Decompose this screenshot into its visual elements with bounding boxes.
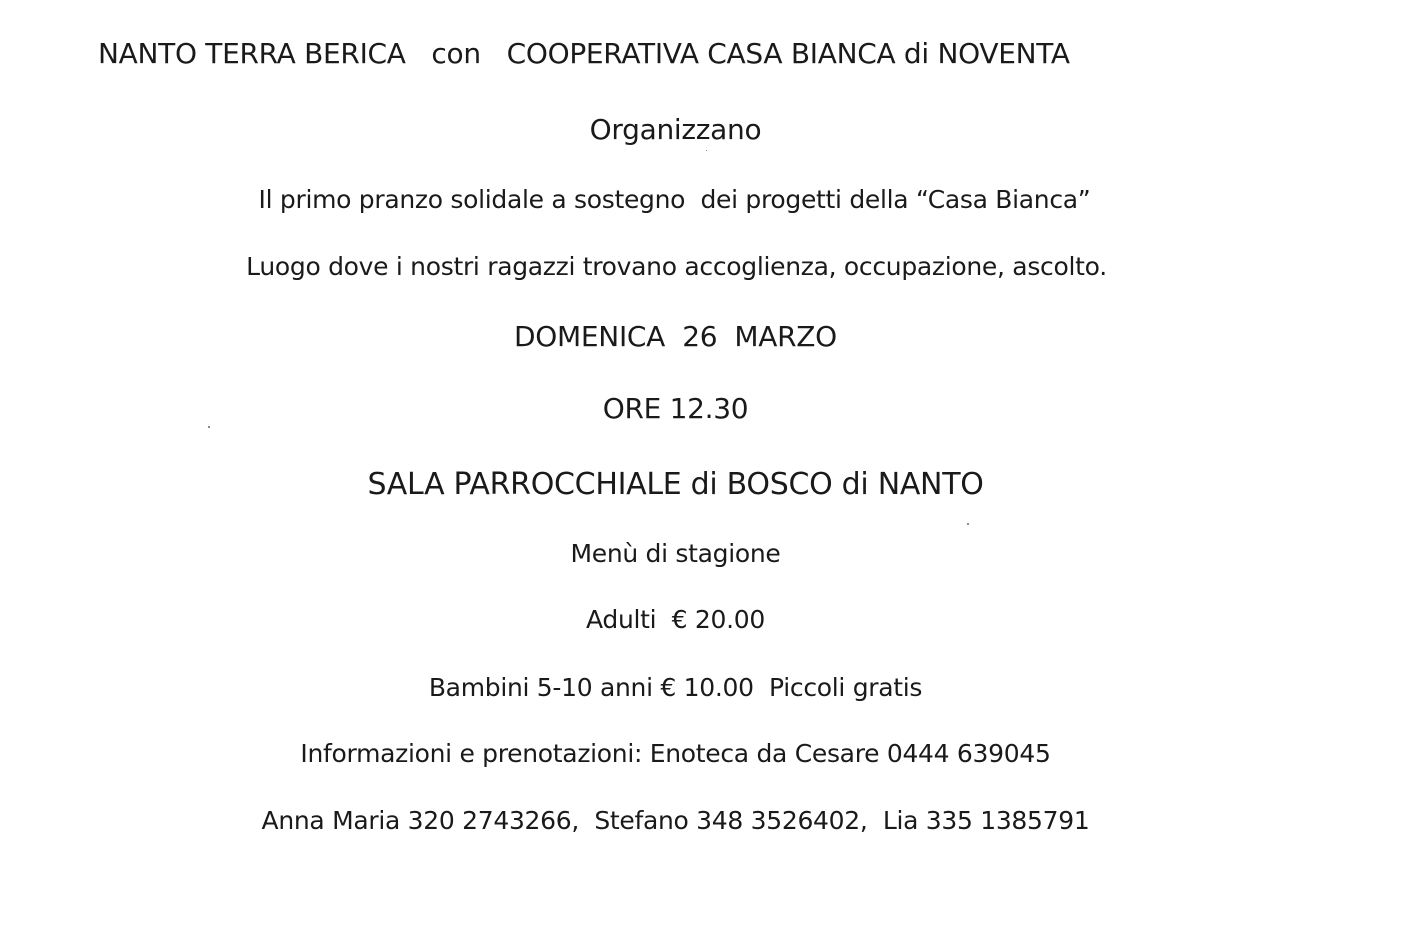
scan-speck xyxy=(208,426,210,428)
place-description: Luogo dove i nostri ragazzi trovano accoglienza, occupazione, ascolto. xyxy=(246,252,1107,281)
price-children: Bambini 5-10 anni € 10.00 Piccoli gratis xyxy=(428,673,923,702)
organize-label: Organizzano xyxy=(589,113,762,146)
scan-speck xyxy=(706,150,707,151)
event-time: ORE 12.30 xyxy=(602,392,749,425)
booking-info: Informazioni e prenotazioni: Enoteca da Cesare 0444 639045 xyxy=(300,739,1051,768)
event-intro: Il primo pranzo solidale a sostegno dei progetti della “Casa Bianca” xyxy=(258,185,1091,214)
organizers-header: NANTO TERRA BERICA con COOPERATIVA CASA BIANCA di NOVENTA xyxy=(98,37,1070,70)
contact-phones: Anna Maria 320 2743266, Stefano 348 3526402, Lia 335 1385791 xyxy=(261,806,1090,835)
event-venue: SALA PARROCCHIALE di BOSCO di NANTO xyxy=(367,467,984,502)
menu-label: Menù di stagione xyxy=(570,539,781,568)
price-adults: Adulti € 20.00 xyxy=(586,605,765,634)
event-date: DOMENICA 26 MARZO xyxy=(514,320,837,353)
scan-speck xyxy=(967,523,969,525)
